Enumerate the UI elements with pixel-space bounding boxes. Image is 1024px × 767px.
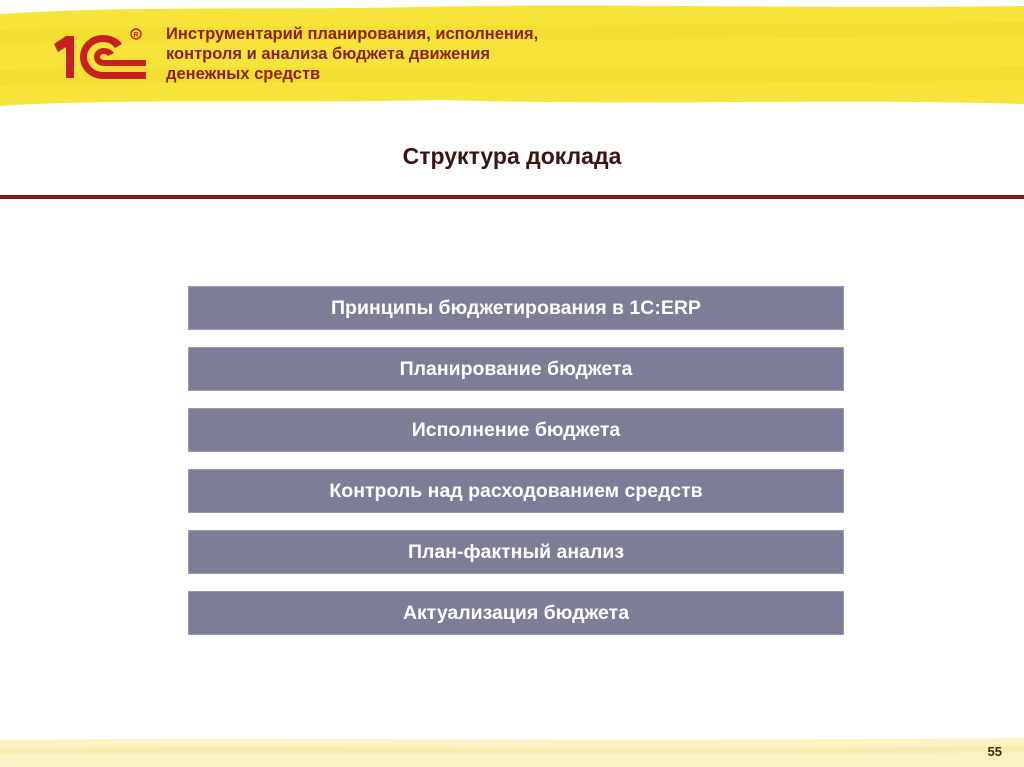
footer-band bbox=[0, 736, 1024, 767]
presentation-title-line-2: контроля и анализа бюджета движения bbox=[166, 45, 490, 63]
agenda-item-control: Контроль над расходованием средств bbox=[188, 469, 844, 513]
svg-text:R: R bbox=[133, 32, 139, 39]
presentation-title-line-3: денежных средств bbox=[166, 65, 321, 83]
agenda-item-planning: Планирование бюджета bbox=[188, 347, 844, 391]
presentation-title bbox=[166, 24, 726, 84]
agenda-list bbox=[188, 286, 844, 652]
agenda-item-actualization: Актуализация бюджета bbox=[188, 591, 844, 635]
presentation-title-line-1: Инструментарий планирования, исполнения, bbox=[166, 25, 539, 43]
agenda-item-plan-fact-analysis: План-фактный анализ bbox=[188, 530, 844, 574]
agenda-item-principles: Принципы бюджетирования в 1С:ERP bbox=[188, 286, 844, 330]
agenda-item-execution: Исполнение бюджета bbox=[188, 408, 844, 452]
title-divider bbox=[0, 195, 1024, 199]
page-number: 55 bbox=[987, 744, 1002, 759]
1c-logo bbox=[50, 22, 150, 82]
slide-title: Структура доклада bbox=[402, 143, 622, 169]
